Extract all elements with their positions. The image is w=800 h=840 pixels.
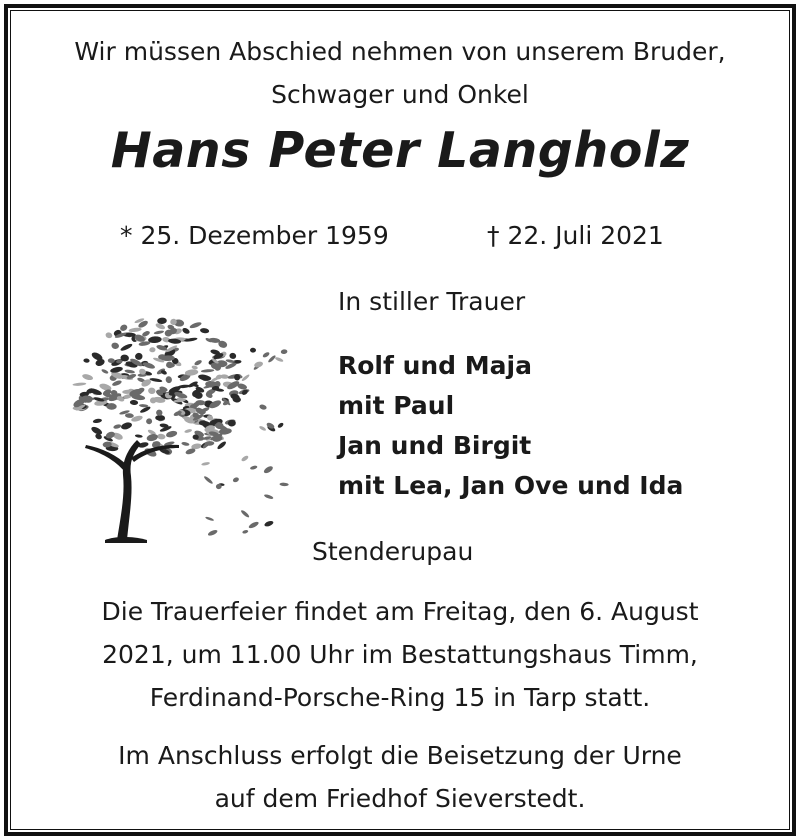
leaf — [232, 477, 239, 483]
intro-line-1: Wir müssen Abschied nehmen von unserem Bruder, — [74, 37, 726, 66]
leaf — [262, 351, 270, 358]
leaf — [259, 404, 268, 411]
burial-line-1: Im Anschluss erfolgt die Beisetzung der Urne — [118, 741, 682, 770]
leaf — [120, 421, 133, 430]
leaf — [145, 418, 152, 425]
leaf — [72, 382, 86, 386]
intro-text — [0, 30, 800, 116]
leaf — [165, 430, 178, 439]
leaf — [113, 424, 122, 430]
leaf — [181, 327, 190, 335]
leaf — [250, 348, 256, 353]
mourning-place: Stenderupau — [312, 537, 474, 566]
leaf — [241, 455, 250, 463]
leaf — [149, 377, 162, 382]
leaf — [207, 529, 218, 537]
birth-date: * 25. Dezember 1959 — [120, 221, 389, 250]
mourners-list — [338, 346, 683, 506]
leaf — [155, 415, 165, 421]
leaf — [184, 428, 192, 433]
mourner-line: mit Lea, Jan Ove und Ida — [338, 471, 684, 500]
mourner-line: Jan und Birgit — [338, 431, 532, 460]
mourning-phrase: In stiller Trauer — [338, 287, 526, 316]
leaf — [83, 358, 90, 363]
leaf — [154, 330, 165, 335]
leaf — [250, 465, 258, 470]
ceremony-line-1: Die Trauerfeier findet am Freitag, den 6. August — [101, 597, 699, 626]
leaf — [259, 425, 267, 431]
leaf — [277, 422, 284, 429]
leaf — [267, 354, 276, 363]
leaf — [157, 433, 166, 439]
leaf — [148, 387, 156, 394]
leaf — [191, 365, 198, 370]
tree-illustration — [55, 290, 290, 550]
death-date: † 22. Juli 2021 — [487, 221, 664, 250]
leaf — [242, 529, 249, 534]
leaf — [194, 359, 203, 366]
leaf — [264, 520, 274, 528]
leaf — [130, 400, 139, 406]
leaf — [101, 368, 109, 374]
ceremony-text — [0, 590, 800, 719]
leaf — [82, 373, 94, 381]
leaf — [201, 369, 215, 373]
leaf — [157, 317, 167, 324]
leaf — [189, 321, 202, 329]
leaf — [203, 475, 213, 485]
burial-line-2: auf dem Friedhof Sieverstedt. — [214, 784, 586, 813]
leaf — [220, 374, 229, 379]
leaf — [263, 465, 274, 475]
leaf — [275, 356, 284, 362]
deceased-name: Hans Peter Langholz — [110, 122, 690, 179]
leaf — [135, 353, 143, 360]
leaf — [156, 344, 168, 352]
leaf — [240, 509, 250, 518]
leaf — [149, 347, 155, 352]
mourner-line: mit Paul — [338, 391, 455, 420]
leaf — [111, 342, 120, 350]
leaf — [93, 418, 103, 424]
leaf — [200, 328, 210, 334]
burial-text — [0, 734, 800, 820]
leaf — [216, 440, 227, 450]
tree-leaves — [72, 317, 289, 537]
leaf — [279, 482, 288, 486]
leaf — [241, 374, 250, 382]
leaf — [128, 327, 141, 333]
leaf — [201, 462, 210, 467]
leaf — [125, 413, 134, 418]
leaf — [205, 516, 214, 522]
leaf — [229, 352, 237, 360]
leaf — [184, 337, 198, 342]
leaf — [120, 343, 134, 352]
leaf — [181, 441, 190, 446]
leaf — [105, 332, 113, 340]
leaf — [248, 521, 260, 530]
mourner-line: Rolf und Maja — [338, 351, 532, 380]
leaf — [165, 376, 173, 384]
ceremony-line-3: Ferdinand-Porsche-Ring 15 in Tarp statt. — [149, 683, 651, 712]
leaf — [135, 434, 143, 438]
tree-trunk — [85, 440, 179, 543]
intro-line-2: Schwager und Onkel — [271, 80, 529, 109]
ceremony-line-2: 2021, um 11.00 Uhr im Bestattungshaus Timm, — [102, 640, 698, 669]
leaf — [281, 349, 288, 354]
leaf — [146, 433, 159, 442]
leaf — [264, 494, 274, 500]
